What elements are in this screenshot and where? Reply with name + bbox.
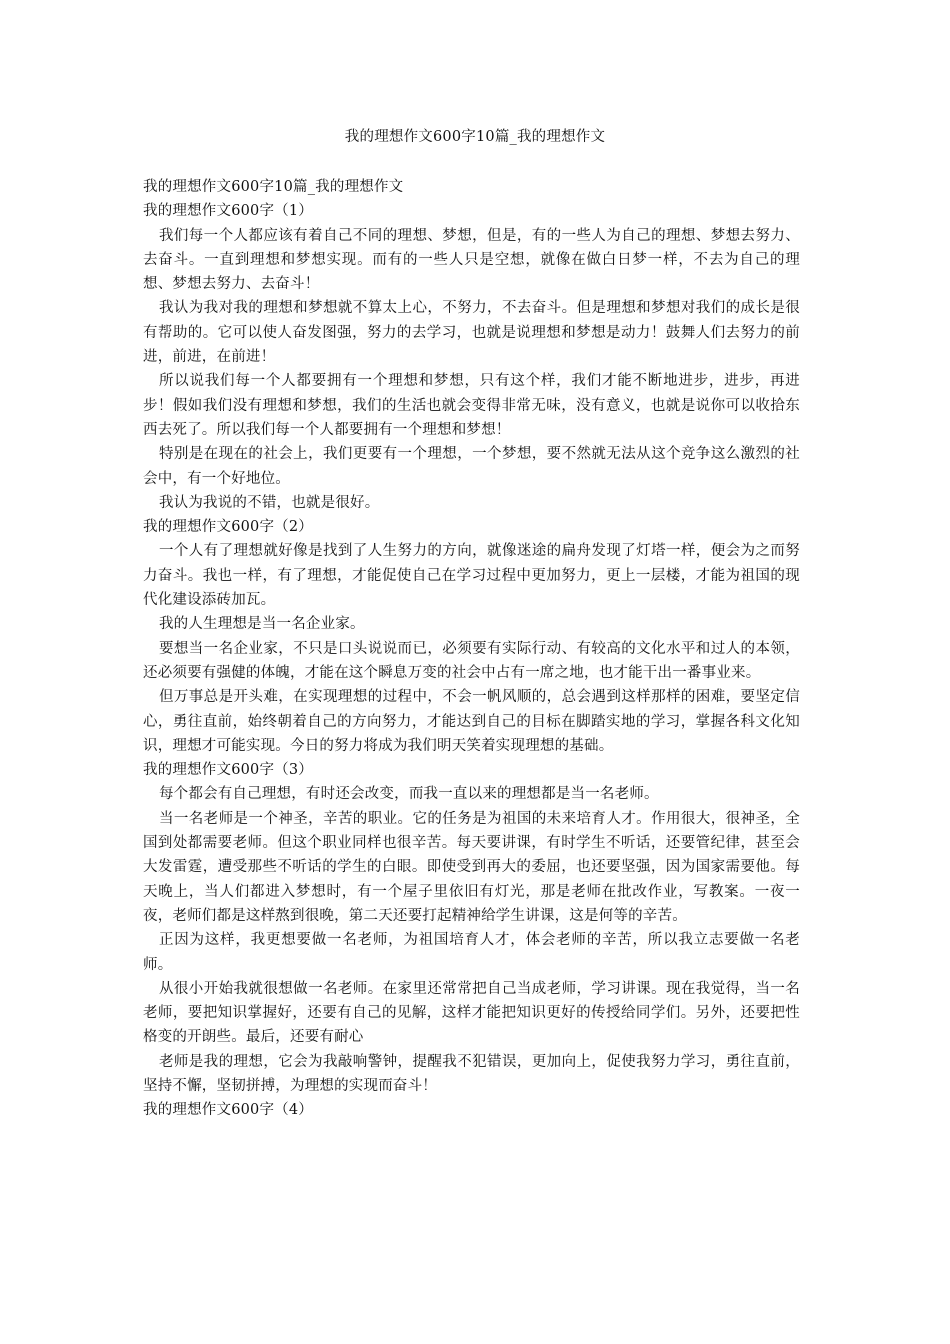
paragraph: 我认为我说的不错，也就是很好。 — [158, 494, 380, 511]
document-subtitle: 我的理想作文600字10篇_我的理想作文 — [143, 179, 404, 195]
paragraph: 要想当一名企业家，不只是口头说说而已，必须要有实际行动、有较高的文化水平和过人的本领，还必须要有强健的体魄，才能在这个瞬息万变的社会中占有一席之地，也才能干出一番事业来。 — [143, 640, 800, 681]
paragraph: 特别是在现在的社会上，我们更要有一个理想，一个梦想，要不然就无法从这个竞争这么激烈的社会中，有一个好地位。 — [143, 446, 800, 487]
paragraph: 老师是我的理想，它会为我敲响警钟，提醒我不犯错误，更加向上，促使我努力学习，勇往直前，坚持不懈，坚韧拼搏，为理想的实现而奋斗！ — [143, 1053, 800, 1094]
paragraph: 每个都会有自己理想，有时还会改变，而我一直以来的理想都是当一名老师。 — [158, 786, 659, 803]
section-heading-3: 我的理想作文600字（3） — [143, 762, 314, 779]
paragraph: 但万事总是开头难，在实现理想的过程中，不会一帆风顺的，总会遇到这样那样的困难，要坚定信心，勇往直前，始终朝着自己的方向努力，才能达到自己的目标在脚踏实地的学习，掌握各科文化知识，理想才可能实现。今日的努力将成为我们明天笑着实现理想的基础。 — [143, 689, 800, 754]
paragraph: 我们每一个人都应该有着自己不同的理想、梦想，但是，有的一些人为自己的理想、梦想去努力、去奋斗。一直到理想和梦想实现。而有的一些人只是空想，就像在做白日梦一样，不去为自己的理想、梦想去努力、去奋斗！ — [143, 227, 800, 293]
paragraph: 我的人生理想是当一名企业家。 — [158, 616, 365, 633]
paragraph: 从很小开始我就很想做一名老师。在家里还常常把自己当成老师，学习讲课。现在我觉得，当一名老师，要把知识掌握好，还要有自己的见解，这样才能把知识更好的传授给同学们。另外，还要把性格变的开朗些。最后，还要有耐心 — [143, 980, 800, 1046]
paragraph: 正因为这样，我更想要做一名老师，为祖国培育人才，体会老师的辛苦，所以我立志要做一名老师。 — [143, 932, 800, 973]
document-title: 我的理想作文600字10篇_我的理想作文 — [344, 129, 606, 145]
paragraph: 当一名老师是一个神圣，辛苦的职业。它的任务是为祖国的未来培育人才。作用很大，很神圣，全国到处都需要老师。但这个职业同样也很辛苦。每天要讲课，有时学生不听话，还要管纪律，甚至会大发雷霆，遭受那些不听话的学生的白眼。即使受到再大的委屈，也还要坚强，因为国家需要他。每天晚上，当人们都进入梦想时，有一个屋子里依旧有灯光，那是老师在批改作业，写教案。一夜一夜，老师们都是这样熬到很晚，第二天还要打起精神给学生讲课，这是何等的辛苦。 — [143, 810, 800, 924]
section-heading-2: 我的理想作文600字（2） — [143, 519, 314, 536]
paragraph: 所以说我们每一个人都要拥有一个理想和梦想，只有这个样，我们才能不断地进步，进步，再进步！假如我们没有理想和梦想，我们的生活也就会变得非常无味，没有意义，也就是说你可以收拾东西去死了。所以我们每一个人都要拥有一个理想和梦想！ — [143, 373, 800, 438]
paragraph: 我认为我对我的理想和梦想就不算太上心，不努力，不去奋斗。但是理想和梦想对我们的成长是很有帮助的。它可以使人奋发图强，努力的去学习，也就是说理想和梦想是动力！鼓舞人们去努力的前进，前进，在前进！ — [143, 300, 800, 366]
document-body — [143, 175, 800, 1123]
paragraph: 一个人有了理想就好像是找到了人生努力的方向，就像迷途的扁舟发现了灯塔一样，便会为之而努力奋斗。我也一样，有了理想，才能促使自己在学习过程中更加努力，更上一层楼，才能为祖国的现代化建设添砖加瓦。 — [143, 543, 800, 609]
section-heading-4: 我的理想作文600字（4） — [143, 1102, 314, 1119]
section-heading-1: 我的理想作文600字（1） — [143, 203, 314, 220]
